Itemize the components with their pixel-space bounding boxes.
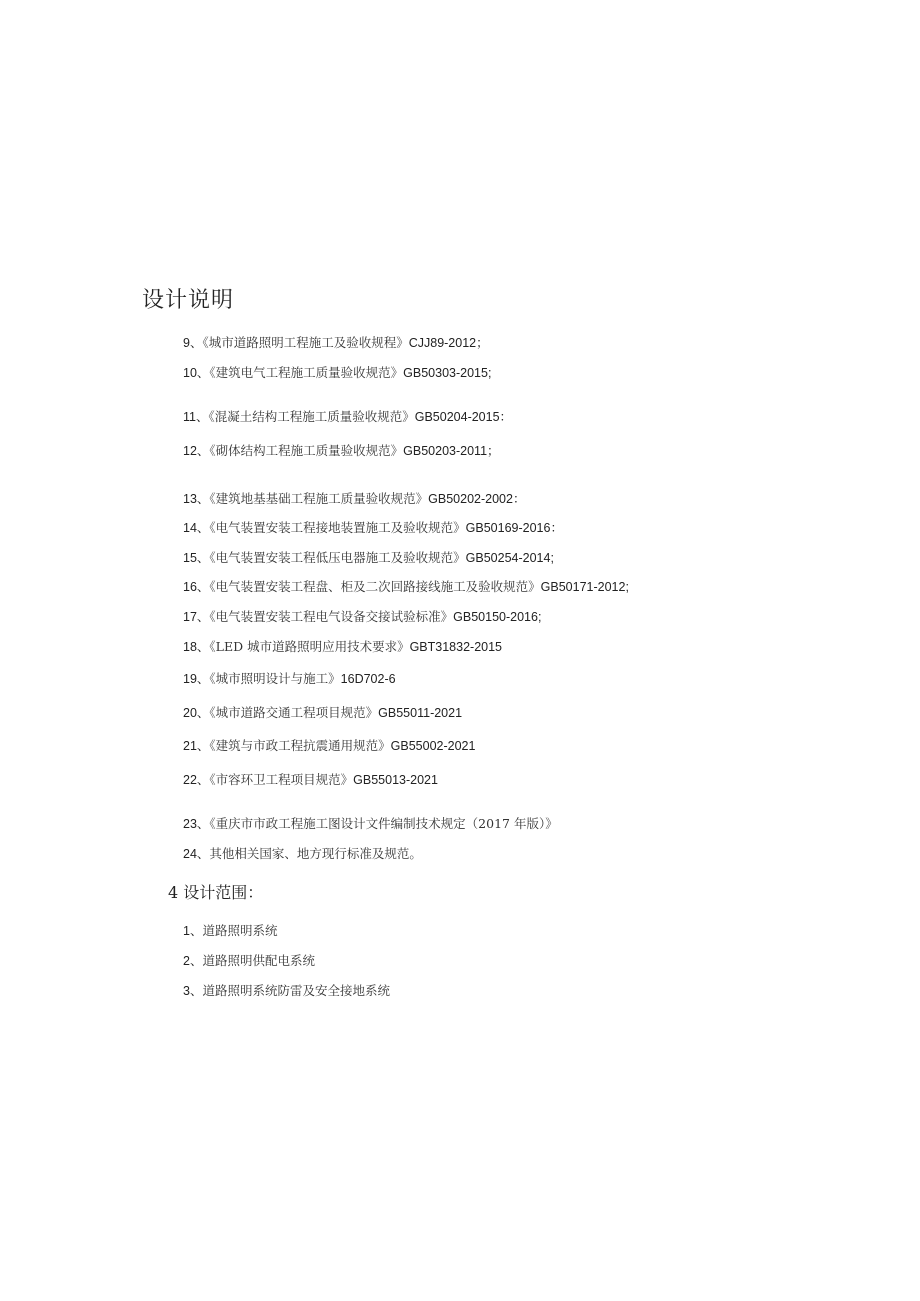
reference-number: 17、 [183, 610, 210, 624]
reference-number: 11、 [183, 410, 209, 424]
reference-item [183, 737, 475, 755]
scope-item [183, 922, 277, 940]
reference-item [183, 670, 396, 688]
reference-item [183, 364, 491, 382]
reference-number: 24、 [183, 847, 210, 861]
reference-code: GB50171-2012; [540, 580, 629, 594]
reference-name: 《LED 城市道路照明应用技术要求》 [209, 639, 410, 654]
reference-number: 20、 [183, 706, 210, 720]
reference-code: GB55002-2021 [390, 739, 476, 753]
reference-item [183, 334, 489, 352]
reference-code: GB50254-2014; [465, 551, 554, 565]
reference-code: GBT31832-2015 [409, 640, 503, 654]
reference-item [183, 490, 525, 508]
scope-item [183, 952, 315, 970]
reference-code: GB50303-2015; [403, 366, 492, 380]
reference-name: 其他相关国家、地方现行标准及规范。 [209, 846, 422, 861]
reference-code: CJJ89-2012； [408, 336, 489, 350]
reference-code: GB50203-2011； [403, 444, 500, 458]
reference-name: 《重庆市市政工程施工图设计文件编制技术规定（2017 年版）》 [209, 816, 558, 831]
reference-code: GB50204-2015： [414, 410, 513, 424]
reference-item [183, 608, 541, 626]
reference-code: GB50169-2016： [465, 521, 563, 535]
reference-number: 12、 [183, 444, 210, 458]
reference-item [183, 845, 422, 863]
reference-item [183, 638, 502, 656]
reference-number: 10、 [183, 366, 210, 380]
reference-code: GB50150-2016; [453, 610, 542, 624]
scope-name: 道路照明系统 [202, 923, 278, 938]
reference-name: 《城市照明设计与施工》 [209, 671, 341, 686]
reference-code: GB55013-2021 [353, 773, 438, 787]
reference-item [183, 578, 629, 596]
reference-item [183, 408, 512, 426]
reference-name: 《城市道路照明工程施工及验收规程》 [202, 335, 409, 350]
reference-number: 16、 [183, 580, 210, 594]
reference-item [183, 549, 554, 567]
reference-code: GB55011-2021 [378, 706, 463, 720]
scope-name: 道路照明供配电系统 [202, 953, 315, 968]
reference-number: 15、 [183, 551, 210, 565]
reference-number: 14、 [183, 521, 210, 535]
reference-name: 《市容环卫工程项目规范》 [209, 772, 354, 787]
reference-name: 《电气装置安装工程盘、柜及二次回路接线施工及验收规范》 [209, 579, 541, 594]
reference-item [183, 442, 500, 460]
reference-number: 19、 [183, 672, 210, 686]
page-title: 设计说明 [142, 288, 235, 313]
reference-code: GB50202-2002： [428, 492, 526, 506]
reference-name: 《建筑与市政工程抗震通用规范》 [209, 738, 391, 753]
reference-number: 23、 [183, 817, 210, 831]
scope-name: 道路照明系统防雷及安全接地系统 [202, 983, 390, 998]
reference-number: 9、 [183, 336, 203, 350]
reference-number: 13、 [183, 492, 210, 506]
reference-name: 《城市道路交通工程项目规范》 [209, 705, 379, 720]
reference-number: 22、 [183, 773, 210, 787]
reference-name: 《电气装置安装工程电气设备交接试验标准》 [209, 609, 454, 624]
reference-number: 18、 [183, 640, 210, 654]
section-heading-design-scope: 4 设计范围： [168, 883, 264, 902]
reference-item [183, 815, 558, 833]
reference-item [183, 519, 563, 537]
reference-item [183, 704, 462, 722]
reference-name: 《建筑地基基础工程施工质量验收规范》 [209, 491, 429, 506]
scope-number: 3、 [183, 984, 203, 998]
scope-item [183, 982, 390, 1000]
reference-name: 《电气装置安装工程接地装置施工及验收规范》 [209, 520, 466, 535]
reference-name: 《电气装置安装工程低压电器施工及验收规范》 [209, 550, 466, 565]
reference-name: 《砌体结构工程施工质量验收规范》 [209, 443, 404, 458]
scope-number: 2、 [183, 954, 203, 968]
reference-item [183, 771, 438, 789]
reference-code: 16D702-6 [340, 672, 396, 686]
reference-name: 《建筑电气工程施工质量验收规范》 [209, 365, 404, 380]
reference-name: 《混凝土结构工程施工质量验收规范》 [208, 409, 415, 424]
reference-number: 21、 [183, 739, 210, 753]
scope-number: 1、 [183, 924, 203, 938]
